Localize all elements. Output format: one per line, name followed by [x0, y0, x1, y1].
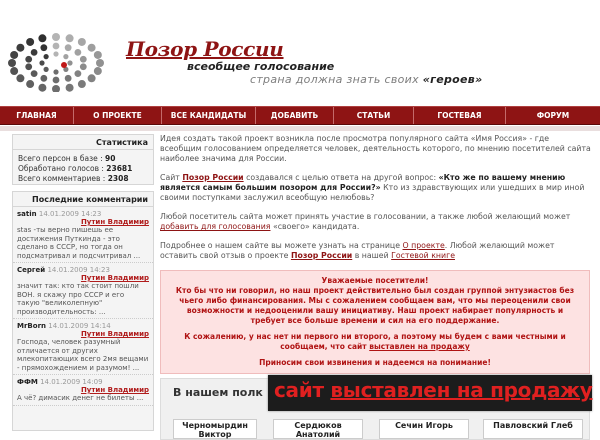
- site-title[interactable]: Позор России: [126, 37, 284, 61]
- stats-box: [12, 134, 154, 185]
- text: в нашей: [352, 251, 392, 260]
- sidebar: [12, 134, 154, 437]
- logo-dots-icon[interactable]: [4, 30, 114, 92]
- logo-dot: [10, 51, 18, 59]
- slogan-bold: «героев»: [422, 73, 483, 86]
- text: Сайт: [160, 173, 183, 182]
- question-text: «Кто же по вашему мнению является самым большим позором для России?»: [160, 173, 566, 192]
- logo-dot: [44, 67, 49, 72]
- logo-dot: [96, 59, 104, 67]
- text: К сожалению, у нас нет ни первого ни второго, а поэтому мы будем с вами честными и сообщаем, что сайт: [184, 332, 566, 351]
- nav-stripe: [0, 126, 600, 131]
- comment-text: значит так: кто так стоит пошли ВОН. я скажу про СССР и его такую "великолепную" производительность: ...: [17, 282, 139, 316]
- logo-dot: [94, 51, 102, 59]
- nav-about[interactable]: О ПРОЕКТЕ: [74, 107, 162, 124]
- nav-guestbook[interactable]: ГОСТЕВАЯ: [414, 107, 506, 124]
- logo-dot: [80, 63, 87, 70]
- logo-dot: [31, 70, 38, 77]
- logo-dot: [16, 44, 24, 52]
- candidate-card[interactable]: Черномырдин Виктор: [173, 419, 257, 439]
- logo-dot: [66, 34, 74, 42]
- logo-dot: [53, 43, 60, 50]
- logo-dot: [94, 67, 102, 75]
- site-slogan: [250, 73, 482, 86]
- text: Кто из здравствующих или ушедших в мир иной своими поступками заслужил всеобщую нелюбовь?: [160, 183, 585, 202]
- panel-title: В нашем полк: [173, 386, 263, 399]
- logo-dot: [52, 85, 60, 92]
- logo-dot: [74, 70, 81, 77]
- logo-dot: [74, 49, 81, 56]
- logo-dot: [25, 56, 32, 63]
- stats-label: Всего персон в базе :: [18, 154, 105, 163]
- stats-row: [13, 164, 153, 174]
- site-subtitle: всеобщее голосование: [187, 60, 335, 73]
- logo-dot: [44, 54, 49, 59]
- banner-text: [274, 378, 593, 402]
- logo-dot: [10, 67, 18, 75]
- site-name-link[interactable]: [291, 251, 352, 260]
- stats-title: Статистика: [13, 135, 153, 150]
- logo-dot: [38, 34, 46, 42]
- sale-notice: [160, 270, 590, 374]
- intro-paragraph: Идея создать такой проект возникла после просмотра популярного сайта «Имя Россия» - где всеобщим голосованием определяется человек, деятельность которого, по мнению посетителей сайта наиболее значима для России.: [160, 134, 591, 163]
- text: Любой посетитель сайта может принять участие в голосовании, а также любой желающий может: [160, 212, 571, 221]
- candidate-card[interactable]: Павловский Глеб: [483, 419, 583, 439]
- nav-articles[interactable]: СТАТЬИ: [334, 107, 414, 124]
- logo-dot: [38, 84, 46, 92]
- link-text: Позор России: [182, 173, 244, 182]
- for-sale-link[interactable]: выставлен на продажу: [369, 342, 470, 351]
- comment-author[interactable]: MrBorn: [17, 322, 46, 330]
- main-content: [160, 134, 592, 270]
- logo-dot: [16, 74, 24, 82]
- link-text: Позор России: [290, 251, 353, 260]
- notice-apology: Приносим свои извинения и надеемся на понимание!: [259, 358, 491, 367]
- logo-dot: [65, 44, 72, 51]
- logo-dot: [65, 75, 72, 82]
- logo-dot: [66, 84, 74, 92]
- logo-dot: [88, 44, 96, 52]
- comment-item: [13, 375, 153, 406]
- stats-value: 23681: [106, 164, 133, 173]
- logo-dot: [52, 33, 60, 41]
- comments-box: [12, 191, 154, 431]
- logo-dot: [25, 63, 32, 70]
- logo-dot: [53, 77, 60, 84]
- slogan-text: страна должна знать своих: [250, 73, 423, 86]
- notice-sale-text: [169, 332, 581, 352]
- comment-date: 14.01.2009 14:23: [47, 266, 110, 274]
- logo-dot: [67, 60, 72, 65]
- main-nav: [0, 106, 600, 125]
- logo-dot: [39, 60, 44, 65]
- stats-value: 2308: [107, 174, 129, 183]
- logo-dot: [88, 74, 96, 82]
- comment-target-link[interactable]: Путин Владимир: [80, 218, 149, 226]
- stats-row: [13, 154, 153, 164]
- guestbook-link[interactable]: Гостевой книге: [391, 251, 455, 260]
- more-info-paragraph: [160, 241, 592, 261]
- comment-target-link[interactable]: Путин Владимир: [80, 386, 149, 394]
- comment-target-link[interactable]: Путин Владимир: [80, 330, 149, 338]
- logo-dot: [31, 49, 38, 56]
- logo-dot: [26, 38, 34, 46]
- nav-home[interactable]: ГЛАВНАЯ: [0, 107, 74, 124]
- logo-dot: [78, 38, 86, 46]
- logo-dot: [80, 56, 87, 63]
- notice-body: Кто бы что ни говорил, но наш проект действительно был создан группой энтузиастов без чьего либо финансирования. Мы с сожалением сообщаем вам, что мы переоценили свои возможности и недооценили вашу инициативу. Наш проект набирает популярность и требует все больше времени и сил на его поддержание.: [175, 286, 575, 325]
- participation-paragraph: [160, 212, 592, 232]
- stats-label: Обработано голосов :: [18, 164, 107, 173]
- comment-date: 14.01.2009 14:23: [38, 210, 102, 218]
- text: создавался с целью ответа на другой вопрос:: [243, 173, 439, 182]
- logo-dot: [53, 51, 58, 56]
- comment-item: [13, 207, 153, 263]
- stats-row: [13, 174, 153, 184]
- logo-dot: [53, 69, 58, 74]
- logo-dot: [8, 59, 16, 67]
- purpose-paragraph: [160, 173, 592, 203]
- stats-value: 90: [105, 154, 116, 163]
- text: Подробнее о нашем сайте вы можете узнать на странице: [160, 241, 403, 250]
- site-header: [0, 0, 600, 106]
- for-sale-banner[interactable]: [268, 375, 592, 411]
- comment-author[interactable]: ФФМ: [17, 378, 38, 386]
- banner-text-a: сайт: [274, 378, 331, 402]
- comment-date: 14.01.2009 14:09: [40, 378, 103, 386]
- comment-item: [13, 319, 153, 375]
- comments-title: Последние комментарии: [13, 192, 153, 207]
- candidate-card[interactable]: Сердюков Анатолий: [273, 419, 363, 439]
- comment-author[interactable]: Сергей: [17, 266, 46, 274]
- logo-dot: [40, 75, 47, 82]
- nav-add[interactable]: ДОБАВИТЬ: [256, 107, 334, 124]
- logo-dot-accent: [61, 62, 67, 68]
- stats-label: Всего комментариев :: [18, 174, 108, 183]
- add-candidate-link[interactable]: добавить для голосования: [160, 222, 271, 231]
- candidate-card[interactable]: Сечин Игорь: [379, 419, 469, 439]
- comment-author[interactable]: satin: [17, 210, 37, 218]
- about-link[interactable]: О проекте: [402, 241, 445, 250]
- text: . Любой желающий может оставить свой отзыв о проекте: [160, 241, 555, 260]
- comment-item: [13, 263, 153, 319]
- logo-dot: [40, 44, 47, 51]
- nav-all-candidates[interactable]: ВСЕ КАНДИДАТЫ: [162, 107, 256, 124]
- nav-forum[interactable]: ФОРУМ: [536, 111, 570, 120]
- comment-text: stas -ты верно пишешь ее достижения Путкинда - это сделано в СССР, но тогда он подсматривал и подсчитривал ...: [17, 226, 141, 260]
- comment-text: А чё? димасик денег не билеты ...: [17, 394, 144, 402]
- comment-target-link[interactable]: Путин Владимир: [80, 274, 149, 282]
- banner-text-b: выставлен на продажу: [330, 378, 593, 402]
- logo-dot: [26, 80, 34, 88]
- comment-text: Господа, человек разумный отличается от других млекопитающих всего 2мя вещами - прямохождением и разумом! ...: [17, 338, 149, 372]
- text: «своего» кандидата.: [270, 222, 360, 231]
- logo-dot: [63, 54, 68, 59]
- notice-heading: Уважаемые посетители!: [321, 276, 429, 285]
- logo-dot: [78, 80, 86, 88]
- comment-date: 14.01.2009 14:14: [48, 322, 111, 330]
- site-name-link[interactable]: [182, 173, 243, 182]
